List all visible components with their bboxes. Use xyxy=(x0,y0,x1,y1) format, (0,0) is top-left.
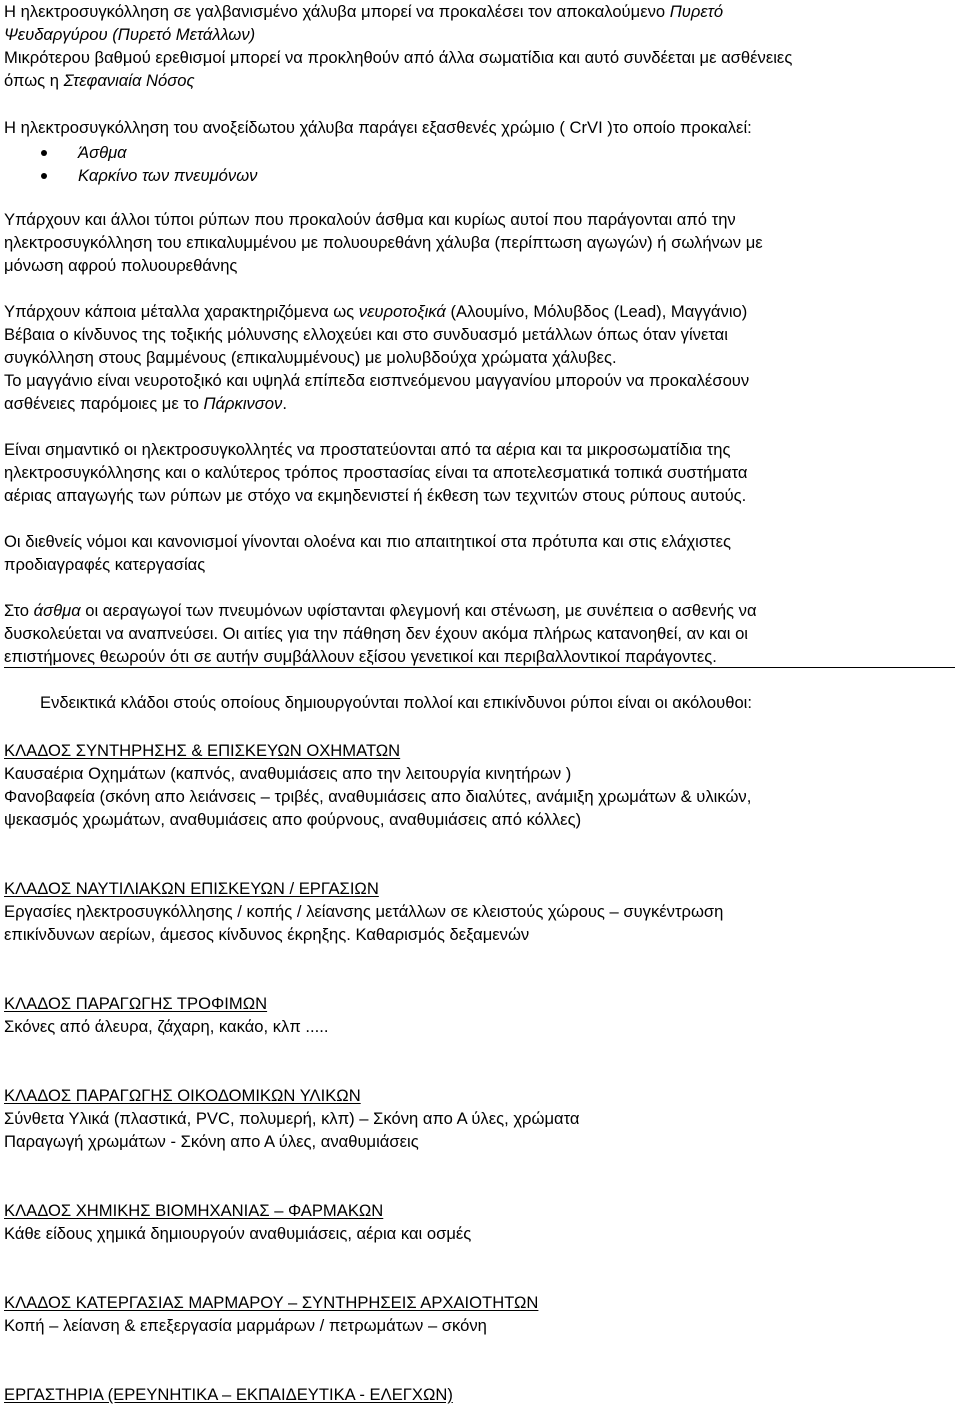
text-line: Σύνθετα Υλικά (πλαστικά, PVC, πολυμερή, κλπ) – Σκόνη απο Α ύλες, χρώματα xyxy=(4,1109,580,1128)
protection-paragraph xyxy=(4,438,954,507)
text-line xyxy=(4,599,954,622)
text-line: προδιαγραφές κατεργασίας xyxy=(4,555,206,574)
text-line: αέριας απαγωγής των ρύπων με στόχο να εκμηδενιστεί ή έκθεση των τεχνιτών στους ρύπους αυτούς. xyxy=(4,486,747,505)
text-span: Στο xyxy=(4,601,34,620)
text-line xyxy=(4,69,954,92)
sector-heading: ΚΛΑΔΟΣ ΝΑΥΤΙΛΙΑΚΩΝ ΕΠΙΣΚΕΥΩΝ / ΕΡΓΑΣΙΩΝ xyxy=(4,879,379,898)
text-span: ασθένειες παρόμοιες με το xyxy=(4,394,204,413)
bullet-item: Άσθμα xyxy=(4,141,954,164)
sector-heading: ΚΛΑΔΟΣ ΣΥΝΤΗΡΗΣΗΣ & ΕΠΙΣΚΕΥΩΝ ΟΧΗΜΑΤΩΝ xyxy=(4,741,401,760)
sector-vehicles xyxy=(4,739,954,831)
text-line: μόνωση αφρού πολυουρεθάνης xyxy=(4,256,238,275)
text-line: Βέβαια ο κίνδυνος της τοξικής μόλυνσης ελλοχεύει και στο συνδυασμό μετάλλων όπως όταν γίνεται xyxy=(4,325,728,344)
text-line: Καυσαέρια Οχημάτων (καπνός, αναθυμιάσεις απο την λειτουργία κινητήρων ) xyxy=(4,764,572,783)
text-line: Οι διεθνείς νόμοι και κανονισμοί γίνονται ολοένα και πιο απαιτητικοί στα πρότυπα και στις ελάχιστες xyxy=(4,532,732,551)
text-span: Η ηλεκτροσυγκόλληση σε γαλβανισμένο χάλυβα μπορεί να προκαλέσει τον αποκαλούμενο xyxy=(4,2,670,21)
text-line: Παραγωγή χρωμάτων - Σκόνη απο Α ύλες, αναθυμιάσεις xyxy=(4,1132,419,1151)
sector-heading: ΚΛΑΔΟΣ ΧΗΜΙΚΗΣ ΒΙΟΜΗΧΑΝΙΑΣ – ΦΑΡΜΑΚΩΝ xyxy=(4,1201,384,1220)
text-line xyxy=(4,300,954,323)
text-span: . xyxy=(282,394,287,413)
text-line xyxy=(4,23,954,46)
text-line: Υπάρχουν και άλλοι τύποι ρύπων που προκαλούν άσθμα και κυρίως αυτοί που παράγονται από την xyxy=(4,210,736,229)
italic-term: άσθμα xyxy=(33,601,81,620)
sector-marble xyxy=(4,1291,954,1337)
sector-chemical xyxy=(4,1199,954,1245)
text-line: Το μαγγάνιο είναι νευροτοξικό και υψηλά επίπεδα εισπνεόμενου μαγγανίου μπορούν να προκαλέσουν xyxy=(4,371,750,390)
text-line: Φανοβαφεία (σκόνη απο λειάνσεις – τριβές, αναθυμιάσεις απο διαλύτες, ανάμιξη χρωμάτων & υλικών, xyxy=(4,787,752,806)
text-line: επιστήμονες θεωρούν ότι σε αυτήν συμβάλλουν εξίσου γενετικοί και περιβαλλοντικοί παράγοντες. xyxy=(4,647,717,666)
text-line: Εργασίες ηλεκτροσυγκόλλησης / κοπής / λείανσης μετάλλων σε κλειστούς χώρους – συγκέντρωση xyxy=(4,902,724,921)
intro-paragraph xyxy=(4,0,954,92)
text-line: συγκόλληση στους βαμμένους (επικαλυμμένους) με μολυβδούχα χρώματα χάλυβες. xyxy=(4,348,617,367)
sectors-intro xyxy=(4,691,960,714)
text-line: Κοπή – λείανση & επεξεργασία μαρμάρων / πετρωμάτων – σκόνη xyxy=(4,1316,487,1335)
text-line: ηλεκτροσυγκόλληση του επικαλυμμένου με πολυουρεθάνη χάλυβα (περίπτωση αγωγών) ή σωλήνων με xyxy=(4,233,763,252)
text-line: Ενδεικτικά κλάδοι στούς οποίους δημιουργούνται πολλοί και επικίνδυνοι ρύποι είναι οι ακόλουθοι: xyxy=(40,693,752,712)
bullet-list xyxy=(4,141,954,187)
text-line: Η ηλεκτροσυγκόλληση του ανοξείδωτου χάλυβα παράγει εξασθενές χρώμιο ( CrVI )το οποίο προκαλεί: xyxy=(4,118,752,137)
sector-heading: ΚΛΑΔΟΣ ΚΑΤΕΡΓΑΣΙΑΣ ΜΑΡΜΑΡΟΥ – ΣΥΝΤΗΡΗΣΕΙΣ ΑΡΧΑΙΟΤΗΤΩΝ xyxy=(4,1293,539,1312)
text-span: οι αεραγωγοί των πνευμόνων υφίστανται φλεγμονή και στένωση, με συνέπεια ο ασθενής να xyxy=(80,601,757,620)
sector-heading: ΕΡΓΑΣΤΗΡΙΑ (ΕΡΕΥΝΗΤΙΚΑ – ΕΚΠΑΙΔΕΥΤΙΚΑ - ΕΛΕΓΧΩΝ) xyxy=(4,1385,453,1404)
asthma-paragraph xyxy=(4,599,954,668)
text-span: (Αλουμίνο, Μόλυβδος (Lead), Μαγγάνιο) xyxy=(445,302,748,321)
italic-term: νευροτοξικά xyxy=(358,302,446,321)
text-line: ψεκασμός χρωμάτων, αναθυμιάσεις απο φούρνους, αναθυμιάσεις από κόλλες) xyxy=(4,810,582,829)
text-line: ηλεκτροσυγκόλλησης και ο καλύτερος τρόπος προστασίας είναι τα αποτελεσματικά τοπικά συστήματα xyxy=(4,463,748,482)
text-line: Μικρότερου βαθμού ερεθισμοί μπορεί να προκληθούν από άλλα σωματίδια και αυτό συνδέεται με ασθένειες xyxy=(4,48,793,67)
horizontal-rule xyxy=(4,667,955,668)
text-line: Είναι σημαντικό οι ηλεκτροσυγκολλητές να προστατεύονται από τα αέρια και τα μικροσωματίδια της xyxy=(4,440,731,459)
italic-term: Πάρκινσον xyxy=(203,394,283,413)
metals-paragraph xyxy=(4,300,954,415)
text-line: Κάθε είδους χημικά δημιουργούν αναθυμιάσεις, αέρια και οσμές xyxy=(4,1224,472,1243)
sector-food xyxy=(4,992,954,1038)
text-line xyxy=(4,0,954,23)
sector-shipping xyxy=(4,877,954,946)
sector-heading: ΚΛΑΔΟΣ ΠΑΡΑΓΩΓΗΣ ΤΡΟΦΙΜΩΝ xyxy=(4,994,268,1013)
italic-term: Στεφανιαία Νόσος xyxy=(63,71,195,90)
text-span: όπως η xyxy=(4,71,64,90)
text-line xyxy=(4,392,954,415)
text-line: επικίνδυνων αερίων, άμεσος κίνδυνος έκρηξης. Καθαρισμός δεξαμενών xyxy=(4,925,530,944)
sector-heading: ΚΛΑΔΟΣ ΠΑΡΑΓΩΓΗΣ ΟΙΚΟΔΟΜΙΚΩΝ ΥΛΙΚΩΝ xyxy=(4,1086,361,1105)
text-line: Σκόνες από άλευρα, ζάχαρη, κακάο, κλπ ..... xyxy=(4,1017,329,1036)
sector-building-materials xyxy=(4,1084,954,1153)
laws-paragraph xyxy=(4,530,954,576)
chromium-paragraph xyxy=(4,116,954,187)
bullet-item: Καρκίνο των πνευμόνων xyxy=(4,164,954,187)
fumes-paragraph xyxy=(4,208,954,277)
text-span: Υπάρχουν κάποια μέταλλα χαρακτηριζόμενα ως xyxy=(4,302,359,321)
sector-laboratories xyxy=(4,1383,954,1406)
italic-term: Πυρετό xyxy=(669,2,724,21)
italic-term: Ψευδαργύρου (Πυρετό Μετάλλων) xyxy=(4,25,256,44)
text-line: δυσκολεύεται να αναπνεύσει. Οι αιτίες για την πάθηση δεν έχουν ακόμα πλήρως κατανοηθεί, αν και οι xyxy=(4,624,748,643)
